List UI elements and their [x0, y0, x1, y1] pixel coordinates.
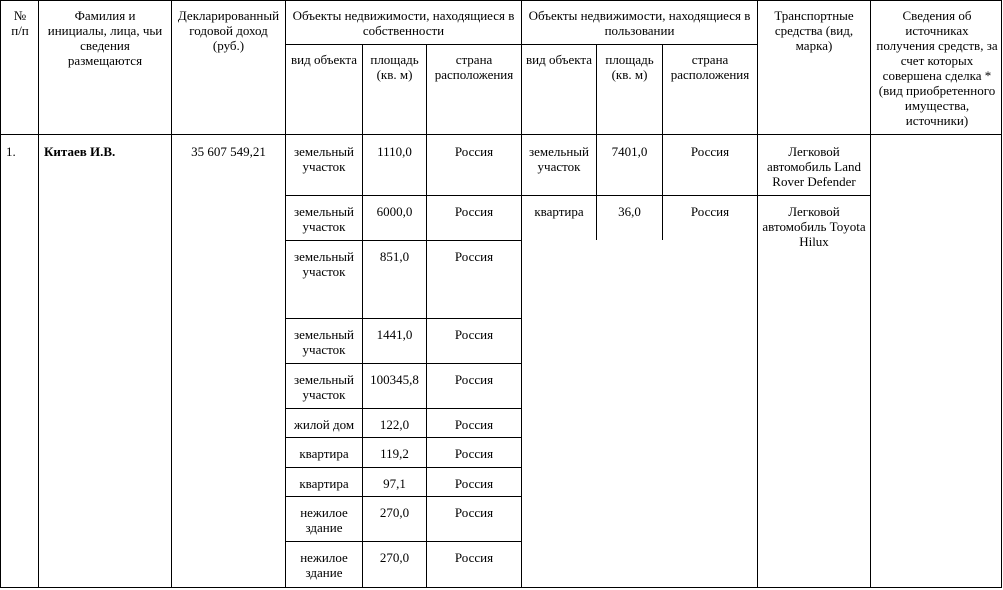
header-owned-country: страна расположения	[434, 52, 514, 82]
owned-type: жилой дом	[293, 417, 355, 432]
owned-area: 851,0	[379, 249, 410, 264]
transport-item: Легковой автомобиль Toyota Hilux	[762, 204, 866, 249]
owned-country: Россия	[454, 446, 494, 461]
person-name: Китаев И.В.	[44, 144, 116, 159]
owned-country: Россия	[454, 327, 494, 342]
used-area: 36,0	[618, 204, 641, 219]
owned-area: 270,0	[379, 550, 410, 565]
header-transport: Транспортные средства (вид, марка)	[774, 8, 854, 53]
owned-country: Россия	[454, 249, 494, 264]
owned-area: 1441,0	[376, 327, 413, 342]
header-sources: Сведения об источниках получения средств, за счет которых совершена сделка * (вид приобретенного имущества, источники)	[876, 8, 998, 128]
owned-type: квартира	[299, 476, 349, 491]
person-num: 1.	[6, 144, 16, 159]
header-used-group: Объекты недвижимости, находящиеся в пользовании	[528, 8, 751, 38]
owned-type: земельный участок	[294, 144, 354, 174]
used-type: земельный участок	[529, 144, 589, 174]
owned-area: 119,2	[380, 446, 409, 461]
used-type: квартира	[534, 204, 584, 219]
owned-country: Россия	[454, 144, 494, 159]
used-area: 7401,0	[611, 144, 648, 159]
owned-country: Россия	[454, 204, 494, 219]
header-income: Декларированный годовой доход (руб.)	[177, 8, 280, 53]
owned-type: земельный участок	[294, 372, 354, 402]
owned-country: Россия	[454, 476, 494, 491]
used-country: Россия	[690, 144, 730, 159]
owned-country: Россия	[454, 505, 494, 520]
header-used-area: площадь (кв. м)	[605, 52, 654, 82]
owned-type: нежилое здание	[300, 550, 348, 580]
owned-country: Россия	[454, 417, 494, 432]
header-owned-group: Объекты недвижимости, находящиеся в собственности	[292, 8, 515, 38]
owned-country: Россия	[454, 550, 494, 565]
owned-type: земельный участок	[294, 249, 354, 279]
header-owned-area: площадь (кв. м)	[370, 52, 419, 82]
transport-item: Легковой автомобиль Land Rover Defender	[766, 144, 862, 189]
header-owned-type: вид объекта	[291, 52, 357, 67]
owned-type: квартира	[299, 446, 349, 461]
header-name: Фамилия и инициалы, лица, чьи сведения размещаются	[47, 8, 163, 68]
owned-type: земельный участок	[294, 204, 354, 234]
owned-area: 1110,0	[377, 144, 412, 159]
owned-type: земельный участок	[294, 327, 354, 357]
owned-area: 6000,0	[376, 204, 413, 219]
owned-type: нежилое здание	[300, 505, 348, 535]
header-used-country: страна расположения	[670, 52, 750, 82]
owned-area: 100345,8	[370, 372, 419, 387]
owned-area: 97,1	[383, 476, 406, 491]
owned-country: Россия	[454, 372, 494, 387]
header-num: № п/п	[11, 8, 29, 38]
header-used-type: вид объекта	[526, 52, 592, 67]
used-country: Россия	[690, 204, 730, 219]
person-income: 35 607 549,21	[191, 144, 266, 159]
owned-area: 122,0	[379, 417, 410, 432]
owned-area: 270,0	[379, 505, 410, 520]
